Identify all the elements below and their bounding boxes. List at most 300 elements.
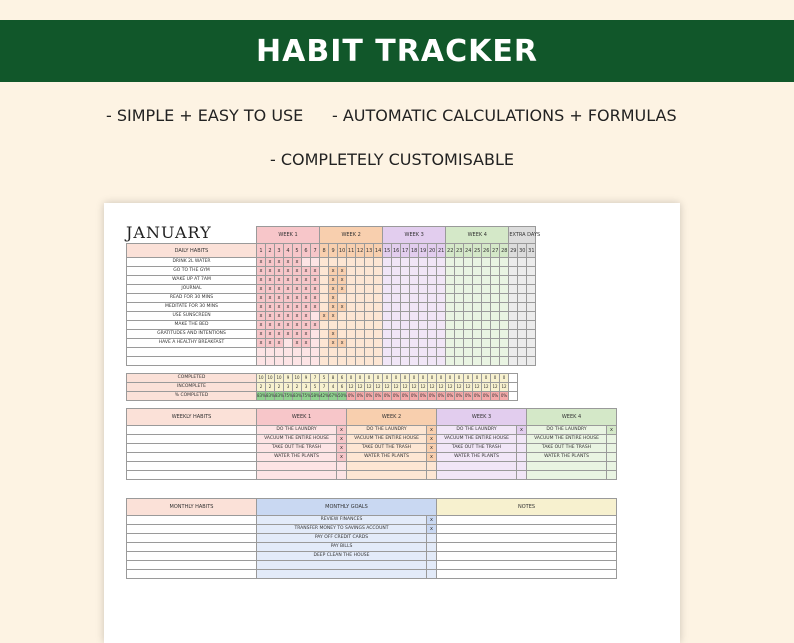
- day-check-cell[interactable]: [392, 258, 401, 267]
- day-check-cell[interactable]: x: [338, 276, 347, 285]
- day-check-cell[interactable]: [383, 312, 392, 321]
- weekly-check-cell[interactable]: x: [517, 426, 527, 435]
- day-check-cell[interactable]: [374, 276, 383, 285]
- day-check-cell[interactable]: [446, 285, 455, 294]
- day-check-cell[interactable]: x: [293, 285, 302, 294]
- day-check-cell[interactable]: [473, 303, 482, 312]
- day-check-cell[interactable]: [311, 356, 320, 365]
- day-check-cell[interactable]: [329, 321, 338, 330]
- day-check-cell[interactable]: [509, 276, 518, 285]
- day-check-cell[interactable]: [257, 348, 266, 357]
- day-check-cell[interactable]: [266, 356, 275, 365]
- day-check-cell[interactable]: x: [284, 303, 293, 312]
- day-check-cell[interactable]: [464, 294, 473, 303]
- day-check-cell[interactable]: [347, 339, 356, 348]
- day-check-cell[interactable]: [365, 267, 374, 276]
- day-check-cell[interactable]: x: [329, 276, 338, 285]
- day-check-cell[interactable]: [464, 321, 473, 330]
- day-check-cell[interactable]: [347, 294, 356, 303]
- day-check-cell[interactable]: x: [293, 330, 302, 339]
- day-check-cell[interactable]: x: [284, 285, 293, 294]
- day-check-cell[interactable]: [491, 258, 500, 267]
- day-check-cell[interactable]: [428, 258, 437, 267]
- day-check-cell[interactable]: x: [302, 303, 311, 312]
- day-check-cell[interactable]: [455, 276, 464, 285]
- day-check-cell[interactable]: [446, 339, 455, 348]
- weekly-check-cell[interactable]: [607, 444, 617, 453]
- day-check-cell[interactable]: [401, 294, 410, 303]
- day-check-cell[interactable]: [464, 303, 473, 312]
- day-check-cell[interactable]: [473, 312, 482, 321]
- day-check-cell[interactable]: [266, 348, 275, 357]
- day-check-cell[interactable]: [338, 294, 347, 303]
- day-check-cell[interactable]: [482, 303, 491, 312]
- day-check-cell[interactable]: [455, 303, 464, 312]
- notes-cell[interactable]: [437, 516, 617, 525]
- weekly-check-cell[interactable]: [607, 462, 617, 471]
- day-check-cell[interactable]: [392, 276, 401, 285]
- day-check-cell[interactable]: x: [293, 312, 302, 321]
- day-check-cell[interactable]: x: [275, 339, 284, 348]
- day-check-cell[interactable]: [428, 276, 437, 285]
- day-check-cell[interactable]: [419, 330, 428, 339]
- day-check-cell[interactable]: [383, 285, 392, 294]
- weekly-check-cell[interactable]: x: [337, 444, 347, 453]
- day-check-cell[interactable]: [482, 285, 491, 294]
- day-check-cell[interactable]: x: [329, 267, 338, 276]
- day-check-cell[interactable]: [338, 348, 347, 357]
- day-check-cell[interactable]: [347, 303, 356, 312]
- day-check-cell[interactable]: [500, 312, 509, 321]
- weekly-check-cell[interactable]: [517, 471, 527, 480]
- day-check-cell[interactable]: [464, 258, 473, 267]
- day-check-cell[interactable]: [374, 321, 383, 330]
- day-check-cell[interactable]: x: [266, 267, 275, 276]
- day-check-cell[interactable]: [320, 339, 329, 348]
- day-check-cell[interactable]: [455, 294, 464, 303]
- day-check-cell[interactable]: [419, 285, 428, 294]
- day-check-cell[interactable]: [500, 356, 509, 365]
- day-check-cell[interactable]: [311, 258, 320, 267]
- day-check-cell[interactable]: [500, 321, 509, 330]
- day-check-cell[interactable]: x: [311, 276, 320, 285]
- day-check-cell[interactable]: [437, 267, 446, 276]
- day-check-cell[interactable]: [518, 267, 527, 276]
- day-check-cell[interactable]: [527, 267, 536, 276]
- day-check-cell[interactable]: x: [275, 258, 284, 267]
- goal-check-cell[interactable]: [427, 534, 437, 543]
- day-check-cell[interactable]: [365, 330, 374, 339]
- day-check-cell[interactable]: [455, 285, 464, 294]
- weekly-check-cell[interactable]: x: [427, 453, 437, 462]
- day-check-cell[interactable]: x: [257, 321, 266, 330]
- goal-check-cell[interactable]: x: [427, 516, 437, 525]
- day-check-cell[interactable]: [464, 356, 473, 365]
- day-check-cell[interactable]: [356, 258, 365, 267]
- day-check-cell[interactable]: [473, 258, 482, 267]
- day-check-cell[interactable]: [527, 312, 536, 321]
- day-check-cell[interactable]: [437, 294, 446, 303]
- day-check-cell[interactable]: [482, 321, 491, 330]
- day-check-cell[interactable]: [374, 294, 383, 303]
- day-check-cell[interactable]: [356, 303, 365, 312]
- day-check-cell[interactable]: x: [266, 285, 275, 294]
- day-check-cell[interactable]: x: [266, 258, 275, 267]
- weekly-check-cell[interactable]: x: [427, 426, 437, 435]
- day-check-cell[interactable]: [374, 285, 383, 294]
- day-check-cell[interactable]: x: [266, 330, 275, 339]
- day-check-cell[interactable]: [464, 276, 473, 285]
- day-check-cell[interactable]: [428, 348, 437, 357]
- day-check-cell[interactable]: [428, 312, 437, 321]
- day-check-cell[interactable]: x: [302, 321, 311, 330]
- day-check-cell[interactable]: [455, 330, 464, 339]
- day-check-cell[interactable]: [419, 294, 428, 303]
- day-check-cell[interactable]: x: [338, 339, 347, 348]
- day-check-cell[interactable]: [437, 303, 446, 312]
- day-check-cell[interactable]: [356, 294, 365, 303]
- day-check-cell[interactable]: [437, 312, 446, 321]
- day-check-cell[interactable]: [383, 321, 392, 330]
- day-check-cell[interactable]: [338, 258, 347, 267]
- goal-check-cell[interactable]: [427, 552, 437, 561]
- weekly-check-cell[interactable]: [427, 471, 437, 480]
- weekly-check-cell[interactable]: [607, 453, 617, 462]
- day-check-cell[interactable]: [383, 303, 392, 312]
- day-check-cell[interactable]: [473, 321, 482, 330]
- day-check-cell[interactable]: [491, 312, 500, 321]
- day-check-cell[interactable]: [500, 285, 509, 294]
- day-check-cell[interactable]: [410, 294, 419, 303]
- day-check-cell[interactable]: x: [266, 303, 275, 312]
- day-check-cell[interactable]: [482, 339, 491, 348]
- day-check-cell[interactable]: [374, 339, 383, 348]
- day-check-cell[interactable]: [446, 356, 455, 365]
- day-check-cell[interactable]: x: [257, 258, 266, 267]
- day-check-cell[interactable]: x: [302, 285, 311, 294]
- day-check-cell[interactable]: [401, 321, 410, 330]
- day-check-cell[interactable]: [473, 294, 482, 303]
- day-check-cell[interactable]: [410, 303, 419, 312]
- day-check-cell[interactable]: [419, 348, 428, 357]
- day-check-cell[interactable]: [329, 258, 338, 267]
- day-check-cell[interactable]: [356, 267, 365, 276]
- day-check-cell[interactable]: [446, 348, 455, 357]
- day-check-cell[interactable]: [374, 348, 383, 357]
- day-check-cell[interactable]: [500, 294, 509, 303]
- day-check-cell[interactable]: x: [284, 312, 293, 321]
- day-check-cell[interactable]: [347, 330, 356, 339]
- day-check-cell[interactable]: [320, 321, 329, 330]
- day-check-cell[interactable]: x: [302, 339, 311, 348]
- day-check-cell[interactable]: [518, 321, 527, 330]
- day-check-cell[interactable]: [383, 294, 392, 303]
- weekly-check-cell[interactable]: x: [607, 426, 617, 435]
- notes-cell[interactable]: [437, 552, 617, 561]
- day-check-cell[interactable]: [527, 348, 536, 357]
- day-check-cell[interactable]: [518, 294, 527, 303]
- day-check-cell[interactable]: x: [275, 285, 284, 294]
- day-check-cell[interactable]: [518, 339, 527, 348]
- day-check-cell[interactable]: [428, 303, 437, 312]
- day-check-cell[interactable]: [392, 267, 401, 276]
- day-check-cell[interactable]: [446, 267, 455, 276]
- day-check-cell[interactable]: x: [284, 267, 293, 276]
- day-check-cell[interactable]: [401, 348, 410, 357]
- day-check-cell[interactable]: [455, 267, 464, 276]
- day-check-cell[interactable]: x: [293, 321, 302, 330]
- day-check-cell[interactable]: [509, 312, 518, 321]
- day-check-cell[interactable]: [419, 339, 428, 348]
- day-check-cell[interactable]: [392, 321, 401, 330]
- day-check-cell[interactable]: [473, 285, 482, 294]
- goal-check-cell[interactable]: [427, 561, 437, 570]
- day-check-cell[interactable]: [311, 339, 320, 348]
- day-check-cell[interactable]: [392, 348, 401, 357]
- day-check-cell[interactable]: [401, 312, 410, 321]
- day-check-cell[interactable]: x: [293, 258, 302, 267]
- day-check-cell[interactable]: [509, 321, 518, 330]
- day-check-cell[interactable]: [428, 321, 437, 330]
- day-check-cell[interactable]: [464, 330, 473, 339]
- day-check-cell[interactable]: x: [302, 276, 311, 285]
- day-check-cell[interactable]: [455, 258, 464, 267]
- day-check-cell[interactable]: [446, 321, 455, 330]
- day-check-cell[interactable]: x: [338, 303, 347, 312]
- day-check-cell[interactable]: [518, 258, 527, 267]
- day-check-cell[interactable]: [347, 276, 356, 285]
- goal-check-cell[interactable]: [427, 543, 437, 552]
- day-check-cell[interactable]: [410, 356, 419, 365]
- day-check-cell[interactable]: [509, 303, 518, 312]
- day-check-cell[interactable]: [275, 356, 284, 365]
- day-check-cell[interactable]: [374, 356, 383, 365]
- day-check-cell[interactable]: [401, 303, 410, 312]
- day-check-cell[interactable]: [365, 312, 374, 321]
- day-check-cell[interactable]: [491, 267, 500, 276]
- day-check-cell[interactable]: [302, 348, 311, 357]
- day-check-cell[interactable]: [329, 348, 338, 357]
- notes-cell[interactable]: [437, 543, 617, 552]
- day-check-cell[interactable]: x: [293, 303, 302, 312]
- day-check-cell[interactable]: [383, 356, 392, 365]
- day-check-cell[interactable]: [374, 267, 383, 276]
- day-check-cell[interactable]: [356, 312, 365, 321]
- day-check-cell[interactable]: [365, 339, 374, 348]
- day-check-cell[interactable]: [338, 321, 347, 330]
- day-check-cell[interactable]: [401, 285, 410, 294]
- day-check-cell[interactable]: [527, 276, 536, 285]
- day-check-cell[interactable]: [482, 348, 491, 357]
- day-check-cell[interactable]: [419, 356, 428, 365]
- day-check-cell[interactable]: [374, 312, 383, 321]
- day-check-cell[interactable]: [401, 267, 410, 276]
- day-check-cell[interactable]: x: [257, 312, 266, 321]
- day-check-cell[interactable]: x: [257, 330, 266, 339]
- weekly-check-cell[interactable]: [607, 471, 617, 480]
- day-check-cell[interactable]: [473, 339, 482, 348]
- day-check-cell[interactable]: x: [266, 339, 275, 348]
- day-check-cell[interactable]: [491, 321, 500, 330]
- day-check-cell[interactable]: [320, 303, 329, 312]
- notes-cell[interactable]: [437, 561, 617, 570]
- day-check-cell[interactable]: [455, 356, 464, 365]
- day-check-cell[interactable]: x: [329, 285, 338, 294]
- day-check-cell[interactable]: [455, 339, 464, 348]
- day-check-cell[interactable]: [500, 267, 509, 276]
- weekly-check-cell[interactable]: x: [427, 435, 437, 444]
- day-check-cell[interactable]: x: [275, 267, 284, 276]
- day-check-cell[interactable]: [392, 294, 401, 303]
- day-check-cell[interactable]: [500, 339, 509, 348]
- day-check-cell[interactable]: [356, 330, 365, 339]
- day-check-cell[interactable]: [482, 356, 491, 365]
- day-check-cell[interactable]: [311, 330, 320, 339]
- day-check-cell[interactable]: [437, 276, 446, 285]
- day-check-cell[interactable]: [446, 330, 455, 339]
- day-check-cell[interactable]: [509, 356, 518, 365]
- day-check-cell[interactable]: [437, 258, 446, 267]
- day-check-cell[interactable]: x: [329, 312, 338, 321]
- day-check-cell[interactable]: [491, 330, 500, 339]
- day-check-cell[interactable]: [338, 330, 347, 339]
- day-check-cell[interactable]: [410, 267, 419, 276]
- day-check-cell[interactable]: [482, 267, 491, 276]
- weekly-check-cell[interactable]: [607, 435, 617, 444]
- day-check-cell[interactable]: [410, 330, 419, 339]
- day-check-cell[interactable]: [500, 258, 509, 267]
- day-check-cell[interactable]: [284, 356, 293, 365]
- day-check-cell[interactable]: [320, 258, 329, 267]
- day-check-cell[interactable]: [482, 312, 491, 321]
- day-check-cell[interactable]: [419, 276, 428, 285]
- day-check-cell[interactable]: [500, 330, 509, 339]
- day-check-cell[interactable]: [374, 258, 383, 267]
- day-check-cell[interactable]: [374, 303, 383, 312]
- day-check-cell[interactable]: x: [257, 267, 266, 276]
- day-check-cell[interactable]: [500, 303, 509, 312]
- day-check-cell[interactable]: [392, 303, 401, 312]
- day-check-cell[interactable]: [527, 303, 536, 312]
- day-check-cell[interactable]: x: [293, 339, 302, 348]
- day-check-cell[interactable]: x: [329, 303, 338, 312]
- day-check-cell[interactable]: [293, 356, 302, 365]
- day-check-cell[interactable]: x: [329, 339, 338, 348]
- day-check-cell[interactable]: [410, 276, 419, 285]
- day-check-cell[interactable]: [491, 276, 500, 285]
- day-check-cell[interactable]: [428, 285, 437, 294]
- day-check-cell[interactable]: [401, 276, 410, 285]
- day-check-cell[interactable]: [401, 330, 410, 339]
- day-check-cell[interactable]: [392, 356, 401, 365]
- day-check-cell[interactable]: [491, 348, 500, 357]
- day-check-cell[interactable]: [293, 348, 302, 357]
- notes-cell[interactable]: [437, 570, 617, 579]
- weekly-check-cell[interactable]: x: [337, 435, 347, 444]
- day-check-cell[interactable]: x: [284, 321, 293, 330]
- day-check-cell[interactable]: [464, 285, 473, 294]
- day-check-cell[interactable]: x: [257, 285, 266, 294]
- day-check-cell[interactable]: [464, 339, 473, 348]
- day-check-cell[interactable]: x: [266, 294, 275, 303]
- day-check-cell[interactable]: [491, 303, 500, 312]
- weekly-check-cell[interactable]: [517, 453, 527, 462]
- day-check-cell[interactable]: x: [302, 330, 311, 339]
- day-check-cell[interactable]: [356, 339, 365, 348]
- day-check-cell[interactable]: [320, 348, 329, 357]
- day-check-cell[interactable]: [320, 285, 329, 294]
- day-check-cell[interactable]: x: [302, 294, 311, 303]
- day-check-cell[interactable]: x: [338, 267, 347, 276]
- day-check-cell[interactable]: [527, 339, 536, 348]
- day-check-cell[interactable]: [392, 339, 401, 348]
- day-check-cell[interactable]: [401, 258, 410, 267]
- day-check-cell[interactable]: [419, 312, 428, 321]
- day-check-cell[interactable]: [356, 276, 365, 285]
- day-check-cell[interactable]: [383, 348, 392, 357]
- day-check-cell[interactable]: x: [329, 330, 338, 339]
- day-check-cell[interactable]: x: [275, 303, 284, 312]
- day-check-cell[interactable]: [428, 267, 437, 276]
- day-check-cell[interactable]: [473, 267, 482, 276]
- day-check-cell[interactable]: [527, 330, 536, 339]
- day-check-cell[interactable]: [374, 330, 383, 339]
- day-check-cell[interactable]: [401, 356, 410, 365]
- day-check-cell[interactable]: x: [311, 285, 320, 294]
- day-check-cell[interactable]: [509, 285, 518, 294]
- day-check-cell[interactable]: [365, 294, 374, 303]
- goal-check-cell[interactable]: x: [427, 525, 437, 534]
- notes-cell[interactable]: [437, 525, 617, 534]
- weekly-check-cell[interactable]: [517, 435, 527, 444]
- day-check-cell[interactable]: [257, 356, 266, 365]
- day-check-cell[interactable]: [320, 267, 329, 276]
- day-check-cell[interactable]: x: [275, 330, 284, 339]
- day-check-cell[interactable]: [311, 348, 320, 357]
- day-check-cell[interactable]: [509, 348, 518, 357]
- weekly-check-cell[interactable]: x: [337, 426, 347, 435]
- day-check-cell[interactable]: [491, 339, 500, 348]
- day-check-cell[interactable]: [356, 348, 365, 357]
- day-check-cell[interactable]: [473, 348, 482, 357]
- day-check-cell[interactable]: x: [284, 258, 293, 267]
- day-check-cell[interactable]: [338, 312, 347, 321]
- day-check-cell[interactable]: [428, 330, 437, 339]
- day-check-cell[interactable]: [410, 285, 419, 294]
- day-check-cell[interactable]: x: [284, 276, 293, 285]
- day-check-cell[interactable]: x: [266, 321, 275, 330]
- day-check-cell[interactable]: [365, 321, 374, 330]
- day-check-cell[interactable]: [437, 285, 446, 294]
- day-check-cell[interactable]: [311, 312, 320, 321]
- day-check-cell[interactable]: [446, 294, 455, 303]
- day-check-cell[interactable]: [491, 356, 500, 365]
- day-check-cell[interactable]: [347, 267, 356, 276]
- day-check-cell[interactable]: [320, 356, 329, 365]
- day-check-cell[interactable]: [347, 356, 356, 365]
- day-check-cell[interactable]: [392, 285, 401, 294]
- day-check-cell[interactable]: [509, 339, 518, 348]
- day-check-cell[interactable]: x: [275, 312, 284, 321]
- day-check-cell[interactable]: [518, 330, 527, 339]
- day-check-cell[interactable]: x: [293, 294, 302, 303]
- day-check-cell[interactable]: [338, 356, 347, 365]
- day-check-cell[interactable]: [527, 285, 536, 294]
- day-check-cell[interactable]: x: [257, 294, 266, 303]
- day-check-cell[interactable]: [473, 356, 482, 365]
- weekly-check-cell[interactable]: [337, 471, 347, 480]
- day-check-cell[interactable]: [437, 356, 446, 365]
